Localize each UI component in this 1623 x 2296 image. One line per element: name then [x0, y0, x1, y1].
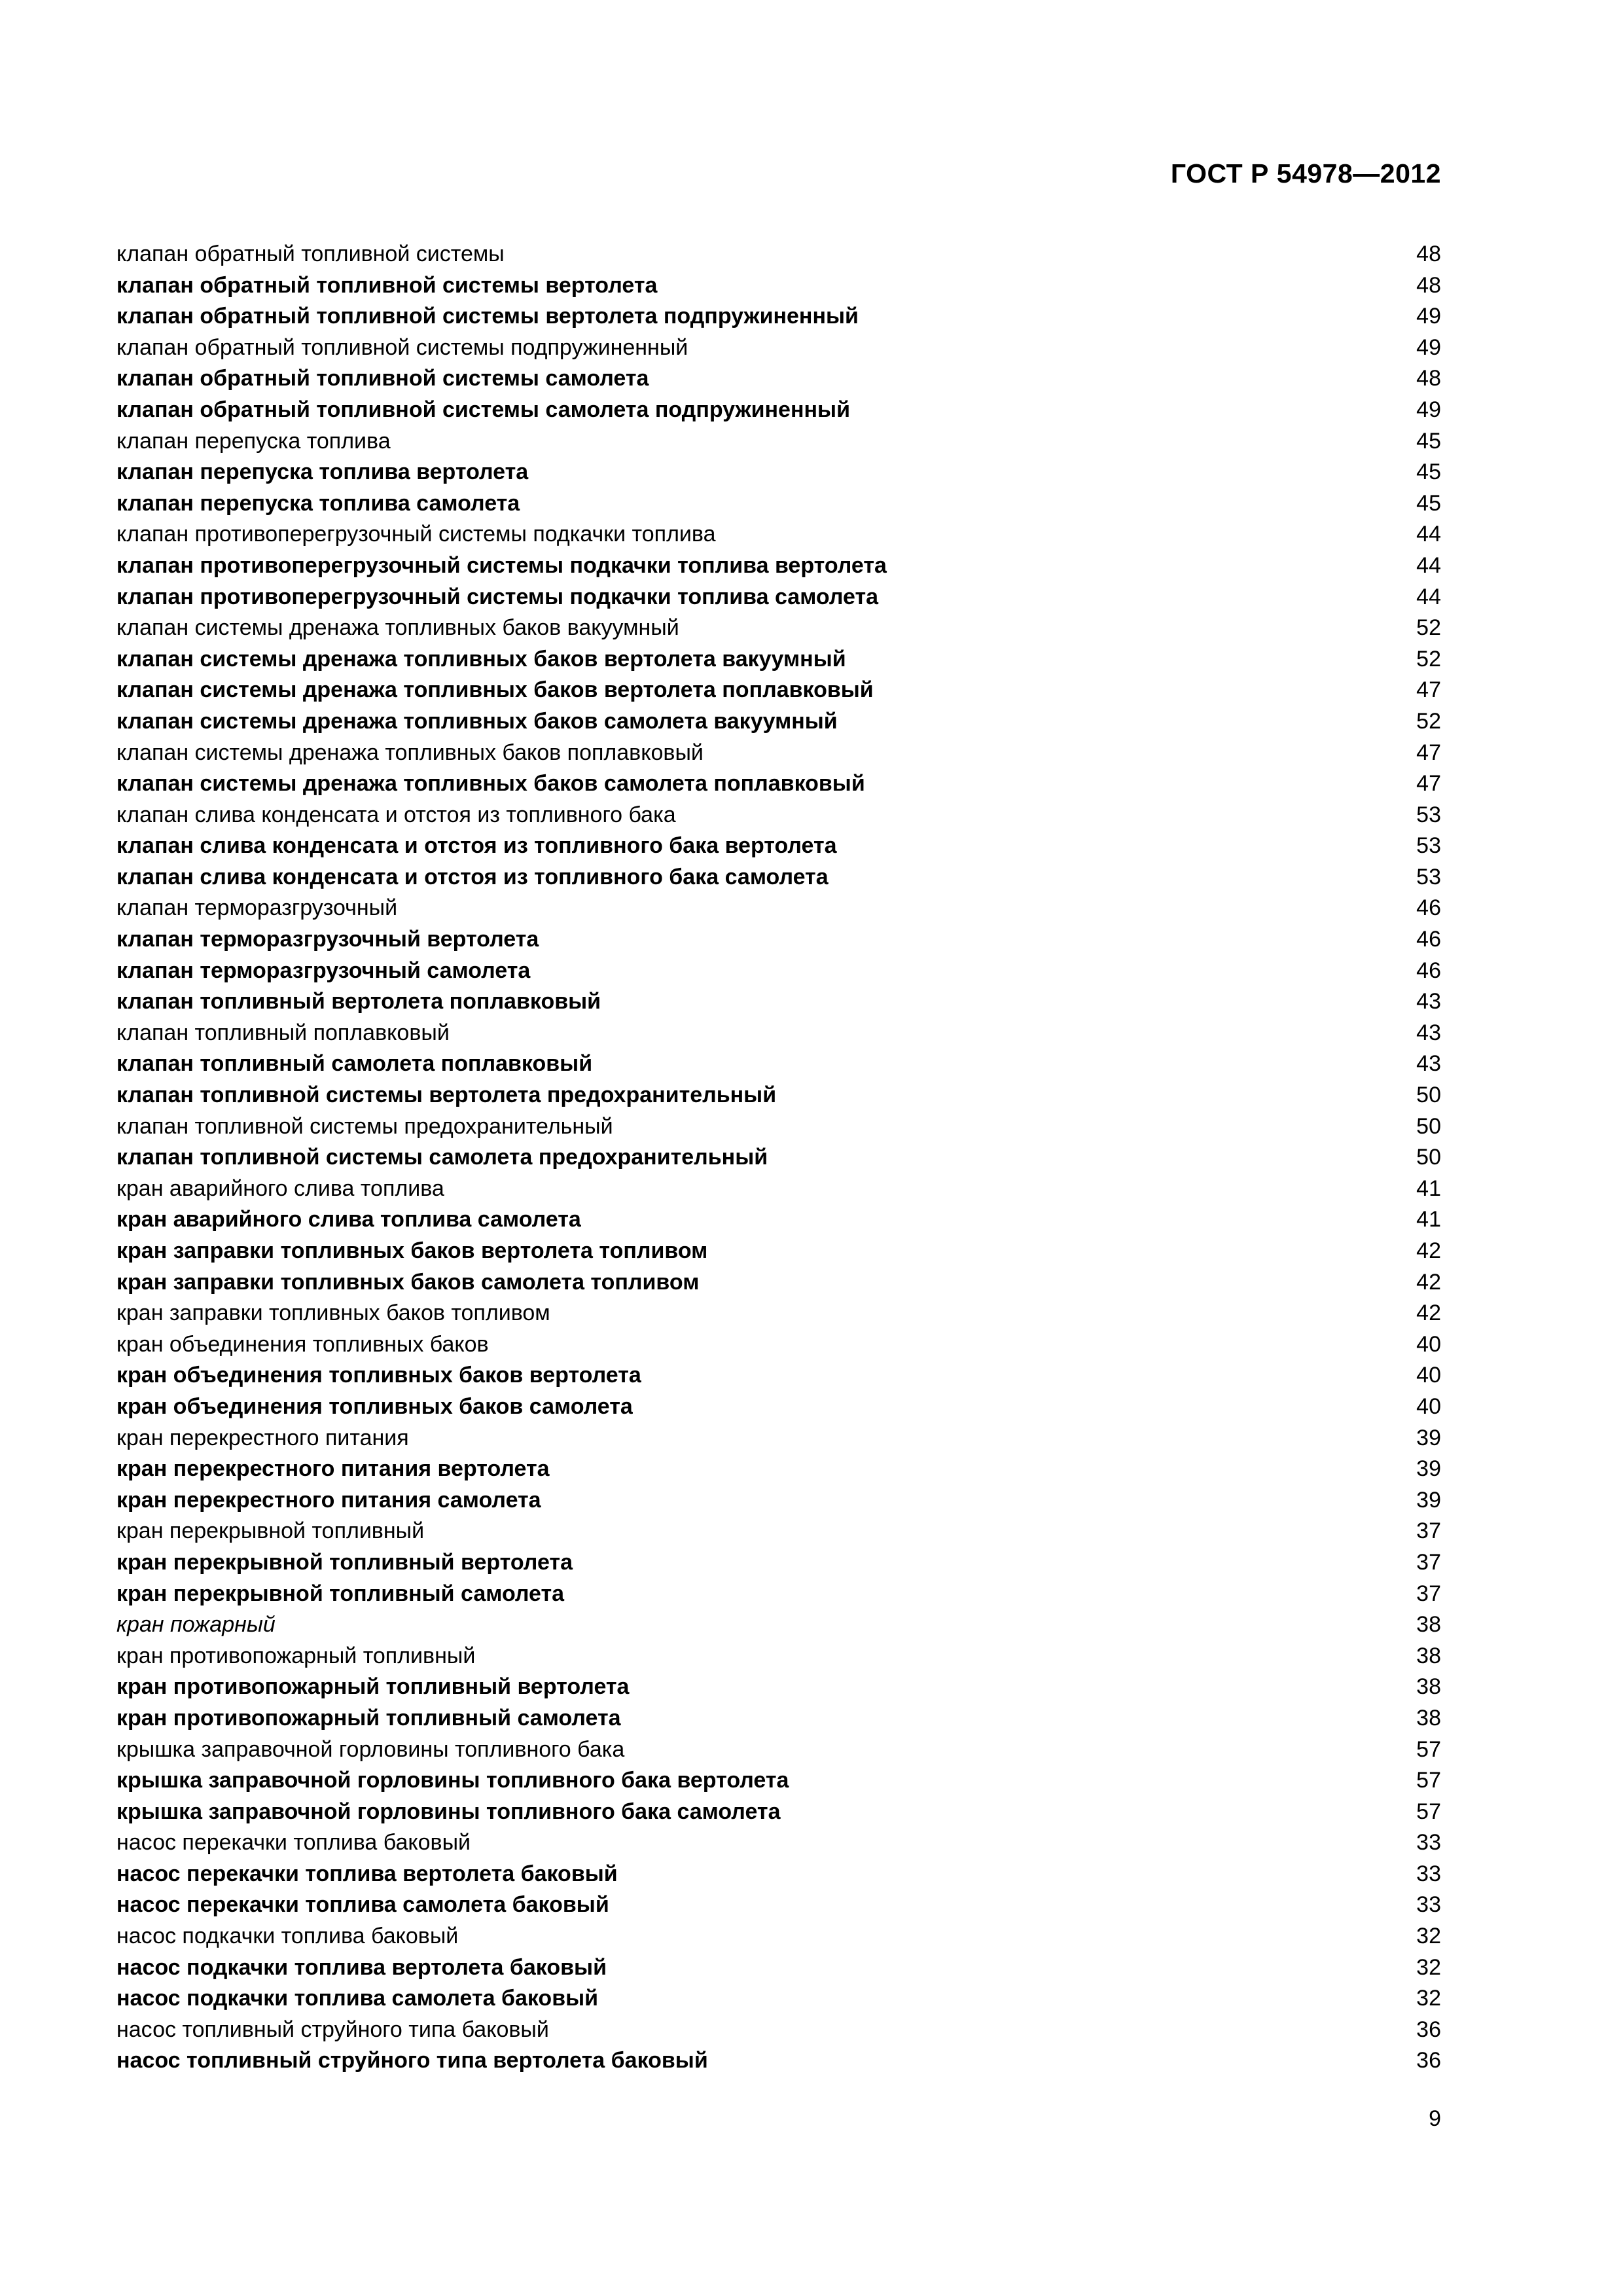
index-entry [116, 1609, 1441, 1641]
index-term: клапан обратный топливной системы самолета [116, 366, 649, 391]
index-entry [116, 1672, 1441, 1703]
index-page-ref: 32 [1416, 1986, 1441, 2011]
index-entry [116, 301, 1441, 332]
index-page-ref: 52 [1416, 615, 1441, 641]
index-entry [116, 644, 1441, 675]
index-page-ref: 46 [1416, 927, 1441, 952]
index-term: клапан слива конденсата и отстоя из топливного бака [116, 802, 676, 827]
index-term: кран перекрестного питания вертолета [116, 1456, 550, 1482]
index-term: насос подкачки топлива вертолета баковый [116, 1954, 607, 1980]
index-term: кран объединения топливных баков [116, 1331, 489, 1357]
index-page-ref: 40 [1416, 1331, 1441, 1357]
index-term: насос перекачки топлива самолета баковый [116, 1892, 609, 1918]
index-entry [116, 1204, 1441, 1236]
index-term: клапан противоперегрузочный системы подкачки топлива [116, 522, 716, 547]
index-entry [116, 956, 1441, 987]
index-entry [116, 1734, 1441, 1766]
index-entry [116, 1516, 1441, 1547]
index-page-ref: 50 [1416, 1083, 1441, 1108]
index-term: кран аварийного слива топлива [116, 1175, 444, 1201]
index-term: кран противопожарный топливный самолета [116, 1705, 621, 1731]
index-term: кран аварийного слива топлива самолета [116, 1207, 581, 1232]
index-entry [116, 1360, 1441, 1391]
index-entry [116, 768, 1441, 800]
index-entry [116, 986, 1441, 1018]
index-term: клапан терморазгрузочный самолета [116, 958, 531, 983]
page-number: 9 [1429, 2106, 1441, 2131]
index-entry [116, 239, 1441, 270]
index-entry [116, 519, 1441, 550]
index-entry [116, 1454, 1441, 1485]
index-page-ref: 33 [1416, 1830, 1441, 1856]
index-entry [116, 582, 1441, 613]
index-entry [116, 1921, 1441, 1952]
index-term: клапан системы дренажа топливных баков вакуумный [116, 615, 679, 641]
index-entry [116, 831, 1441, 862]
index-entry [116, 1142, 1441, 1174]
index-page-ref: 53 [1416, 864, 1441, 889]
index-term: кран перекрестного питания самолета [116, 1487, 541, 1513]
index-page-ref: 50 [1416, 1145, 1441, 1170]
index-entry [116, 1174, 1441, 1205]
index-page-ref: 46 [1416, 895, 1441, 921]
index-entry [116, 738, 1441, 769]
index-page-ref: 41 [1416, 1207, 1441, 1232]
index-page-ref: 47 [1416, 740, 1441, 765]
index-page-ref: 46 [1416, 958, 1441, 983]
index-term: клапан терморазгрузочный вертолета [116, 927, 539, 952]
index-term: клапан топливной системы вертолета предохранительный [116, 1083, 777, 1108]
index-term: кран перекрывной топливный вертолета [116, 1549, 573, 1575]
alphabetical-index-list [116, 239, 1441, 2077]
index-page-ref: 37 [1416, 1518, 1441, 1544]
index-term: клапан топливной системы предохранительный [116, 1113, 613, 1139]
index-page-ref: 44 [1416, 552, 1441, 578]
index-term: клапан топливный поплавковый [116, 1020, 450, 1045]
index-page-ref: 40 [1416, 1393, 1441, 1419]
index-term: клапан топливный вертолета поплавковый [116, 989, 601, 1014]
index-entry [116, 1080, 1441, 1111]
index-page-ref: 41 [1416, 1175, 1441, 1201]
index-page-ref: 42 [1416, 1238, 1441, 1263]
index-entry [116, 1797, 1441, 1828]
index-term: клапан системы дренажа топливных баков самолета вакуумный [116, 708, 838, 734]
index-entry [116, 893, 1441, 924]
index-term: клапан обратный топливной системы [116, 242, 505, 266]
index-term: клапан системы дренажа топливных баков вертолета поплавковый [116, 677, 874, 703]
index-entry [116, 613, 1441, 644]
index-term: кран противопожарный топливный вертолета [116, 1674, 630, 1700]
index-page-ref: 43 [1416, 1051, 1441, 1077]
index-entry [116, 270, 1441, 302]
index-entry [116, 1703, 1441, 1734]
index-page-ref: 37 [1416, 1581, 1441, 1606]
index-term: клапан топливной системы самолета предохранительный [116, 1145, 768, 1170]
index-entry [116, 426, 1441, 457]
index-term: клапан слива конденсата и отстоя из топливного бака самолета [116, 864, 829, 889]
document-header-title: ГОСТ Р 54978—2012 [1170, 158, 1441, 188]
index-page-ref: 47 [1416, 771, 1441, 797]
index-page-ref: 42 [1416, 1300, 1441, 1326]
index-entry [116, 1485, 1441, 1516]
index-term: клапан обратный топливной системы самолета подпружиненный [116, 397, 850, 422]
index-entry [116, 800, 1441, 831]
index-page-ref: 44 [1416, 584, 1441, 609]
index-page-ref: 32 [1416, 1924, 1441, 1949]
index-page-ref: 49 [1416, 334, 1441, 360]
index-page-ref: 52 [1416, 646, 1441, 672]
index-term: клапан системы дренажа топливных баков самолета поплавковый [116, 771, 865, 797]
index-entry [116, 2015, 1441, 2046]
index-page-ref: 38 [1416, 1674, 1441, 1700]
index-term: клапан системы дренажа топливных баков вертолета вакуумный [116, 646, 846, 672]
index-term: клапан перепуска топлива вертолета [116, 459, 529, 485]
index-page-ref: 33 [1416, 1892, 1441, 1918]
index-term: насос подкачки топлива самолета баковый [116, 1986, 599, 2011]
index-entry [116, 1579, 1441, 1610]
index-term: кран противопожарный топливный [116, 1643, 476, 1668]
index-term: клапан топливный самолета поплавковый [116, 1051, 593, 1077]
index-page-ref: 36 [1416, 2048, 1441, 2073]
index-page-ref: 57 [1416, 1736, 1441, 1762]
index-term: клапан обратный топливной системы вертолета подпружиненный [116, 304, 859, 329]
index-term: насос топливный струйного типа вертолета баковый [116, 2048, 708, 2073]
index-page-ref: 39 [1416, 1425, 1441, 1450]
index-term: кран заправки топливных баков самолета топливом [116, 1269, 700, 1295]
index-term: клапан системы дренажа топливных баков поплавковый [116, 740, 704, 765]
index-page-ref: 42 [1416, 1269, 1441, 1295]
index-term: кран перекрывной топливный самолета [116, 1581, 565, 1606]
index-term: насос перекачки топлива вертолета баковый [116, 1861, 618, 1886]
index-entry [116, 1952, 1441, 1984]
index-entry [116, 1049, 1441, 1080]
index-page-ref: 49 [1416, 304, 1441, 329]
index-entry [116, 1423, 1441, 1454]
index-page-ref: 57 [1416, 1799, 1441, 1824]
index-entry [116, 1890, 1441, 1921]
index-term: клапан терморазгрузочный [116, 895, 398, 921]
index-page-ref: 39 [1416, 1456, 1441, 1482]
index-page-ref: 52 [1416, 708, 1441, 734]
index-page-ref: 57 [1416, 1768, 1441, 1793]
index-entry [116, 924, 1441, 956]
index-term: кран заправки топливных баков топливом [116, 1300, 550, 1326]
index-page-ref: 43 [1416, 989, 1441, 1014]
index-term: крышка заправочной горловины топливного бака самолета [116, 1799, 781, 1824]
index-page-ref: 53 [1416, 802, 1441, 827]
index-page-ref: 32 [1416, 1954, 1441, 1980]
index-entry [116, 1298, 1441, 1329]
index-entry [116, 1859, 1441, 1890]
index-entry [116, 550, 1441, 582]
index-entry [116, 1547, 1441, 1579]
index-entry [116, 1391, 1441, 1423]
index-entry [116, 488, 1441, 520]
index-term: насос перекачки топлива баковый [116, 1830, 471, 1856]
index-term: клапан обратный топливной системы вертолета [116, 272, 658, 298]
index-page-ref: 48 [1416, 272, 1441, 298]
index-term: кран перекрестного питания [116, 1425, 409, 1450]
index-entry [116, 1236, 1441, 1267]
index-term: насос подкачки топлива баковый [116, 1924, 459, 1949]
index-term: крышка заправочной горловины топливного бака [116, 1736, 625, 1762]
index-term: кран объединения топливных баков вертолета [116, 1363, 641, 1388]
index-page-ref: 33 [1416, 1861, 1441, 1886]
index-page-ref: 43 [1416, 1020, 1441, 1045]
index-page-ref: 45 [1416, 459, 1441, 485]
index-entry [116, 706, 1441, 738]
index-term: насос топливный струйного типа баковый [116, 2017, 549, 2042]
index-entry [116, 1641, 1441, 1672]
index-entry [116, 1267, 1441, 1299]
index-page-ref: 44 [1416, 522, 1441, 547]
index-entry [116, 1827, 1441, 1859]
index-term: клапан противоперегрузочный системы подкачки топлива самолета [116, 584, 879, 609]
index-page-ref: 53 [1416, 833, 1441, 859]
index-page-ref: 36 [1416, 2017, 1441, 2042]
index-entry [116, 1765, 1441, 1797]
index-term: кран перекрывной топливный [116, 1518, 425, 1544]
index-entry [116, 2045, 1441, 2077]
index-entry [116, 1329, 1441, 1361]
index-entry [116, 1983, 1441, 2015]
index-term: клапан перепуска топлива [116, 428, 391, 454]
index-entry [116, 675, 1441, 706]
index-term: кран пожарный [116, 1612, 276, 1638]
index-term: клапан обратный топливной системы подпружиненный [116, 334, 688, 360]
index-entry [116, 457, 1441, 488]
index-term: кран заправки топливных баков вертолета топливом [116, 1238, 708, 1263]
index-page-ref: 38 [1416, 1705, 1441, 1731]
index-page-ref: 45 [1416, 428, 1441, 454]
index-page-ref: 48 [1416, 366, 1441, 391]
index-entry [116, 395, 1441, 426]
index-term: клапан слива конденсата и отстоя из топливного бака вертолета [116, 833, 837, 859]
index-page-ref: 48 [1416, 242, 1441, 266]
index-entry [116, 862, 1441, 893]
index-term: кран объединения топливных баков самолета [116, 1393, 633, 1419]
index-term: клапан противоперегрузочный системы подкачки топлива вертолета [116, 552, 887, 578]
index-page-ref: 50 [1416, 1113, 1441, 1139]
index-page-ref: 45 [1416, 490, 1441, 516]
index-page-ref: 47 [1416, 677, 1441, 703]
index-page-ref: 40 [1416, 1363, 1441, 1388]
index-page-ref: 38 [1416, 1612, 1441, 1638]
index-entry [116, 1111, 1441, 1143]
index-entry [116, 363, 1441, 395]
index-page-ref: 37 [1416, 1549, 1441, 1575]
index-entry [116, 1018, 1441, 1049]
index-page-ref: 38 [1416, 1643, 1441, 1668]
index-term: крышка заправочной горловины топливного бака вертолета [116, 1768, 789, 1793]
index-page-ref: 49 [1416, 397, 1441, 422]
index-term: клапан перепуска топлива самолета [116, 490, 520, 516]
index-entry [116, 332, 1441, 364]
index-page-ref: 39 [1416, 1487, 1441, 1513]
